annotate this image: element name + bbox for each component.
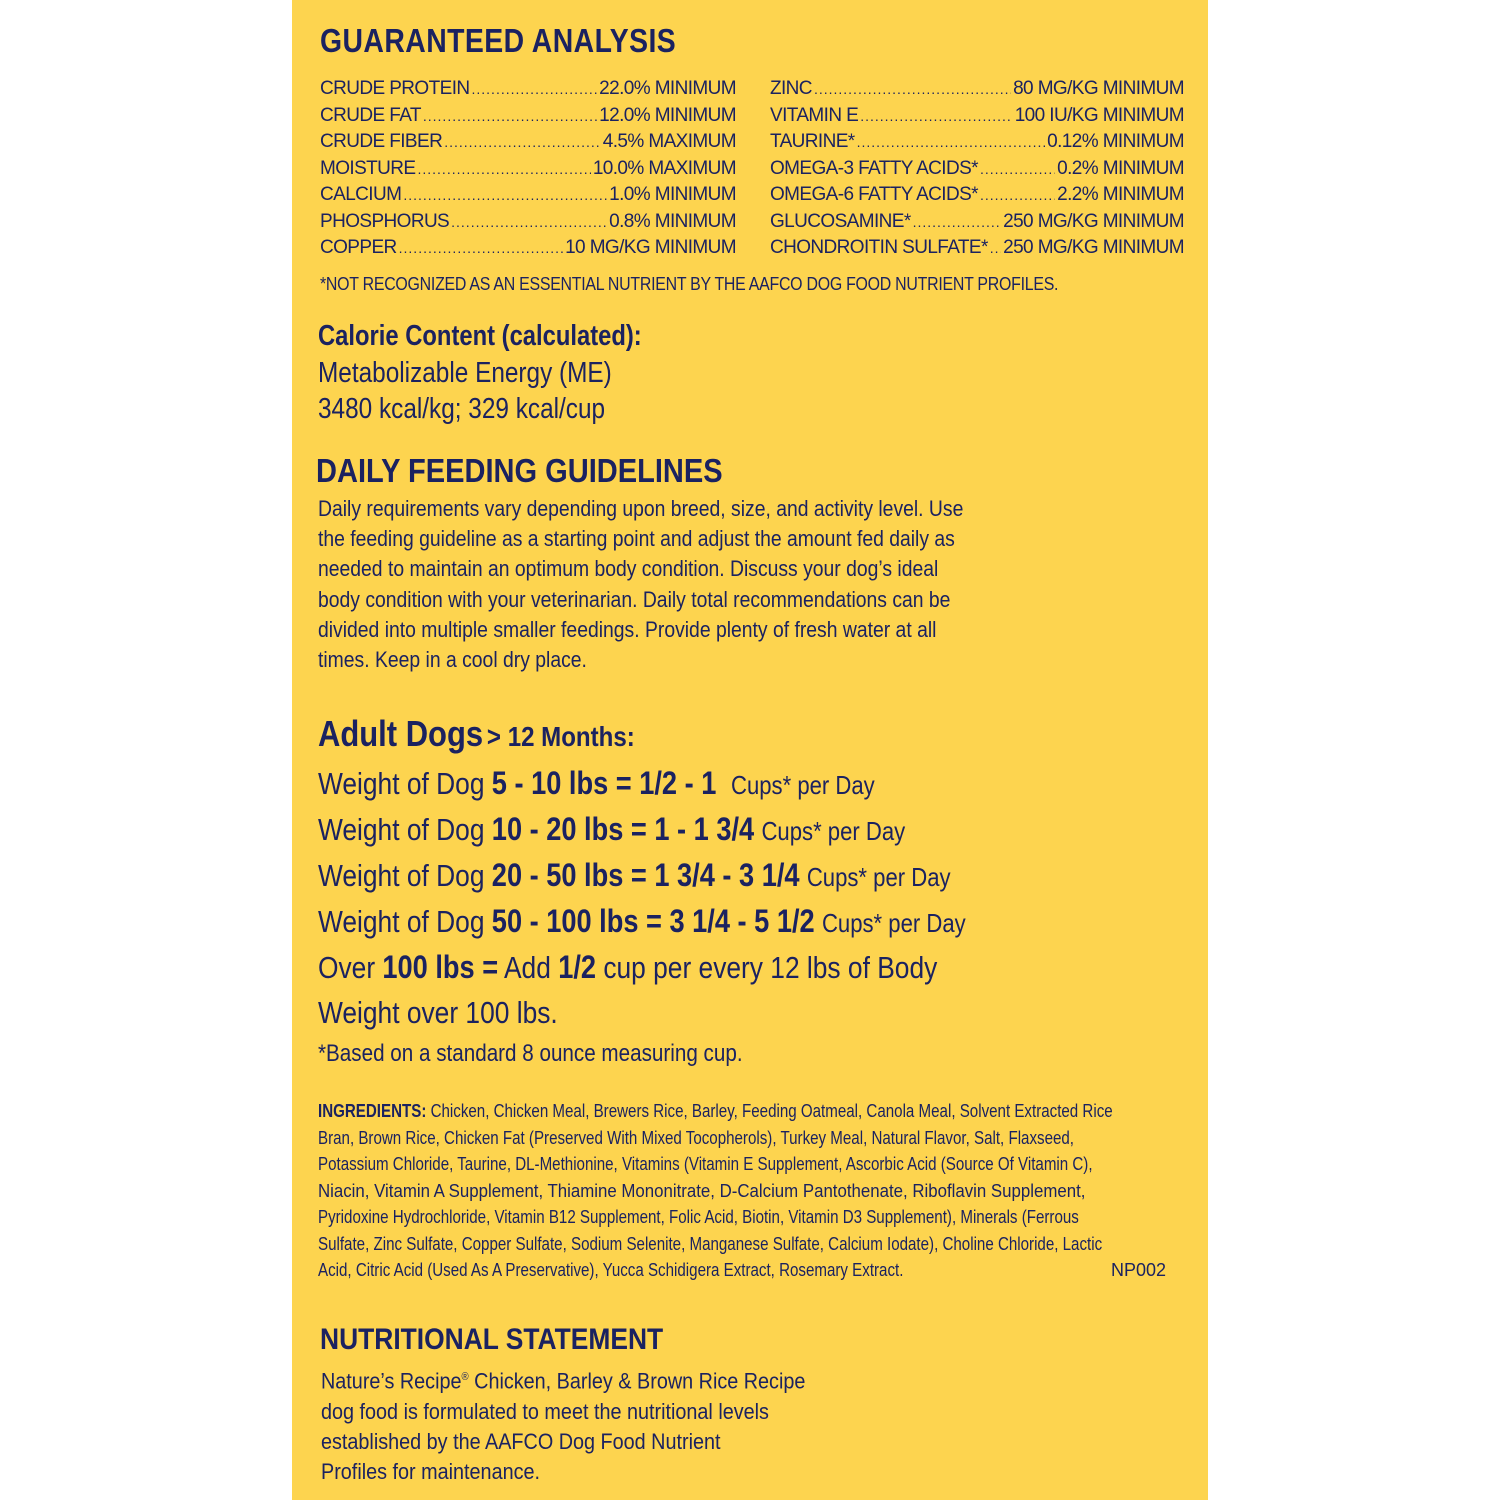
analysis-row <box>770 103 1184 130</box>
analysis-label: PHOSPHORUS <box>320 210 450 232</box>
analysis-row <box>770 156 1184 183</box>
analysis-row <box>320 103 736 130</box>
leader-dots <box>980 182 1055 208</box>
adult-dogs-age: > 12 Months: <box>486 721 635 752</box>
analysis-value: 2.2% MINIMUM <box>1057 184 1184 205</box>
product-code: NP002 <box>1110 1260 1166 1280</box>
analysis-label: ZINC <box>770 78 812 99</box>
calorie-content-line <box>318 393 660 426</box>
leader-dots <box>913 209 1002 235</box>
ingredients-line <box>318 1178 1166 1205</box>
metabolizable-energy-text: Metabolizable Energy (ME) <box>318 357 612 389</box>
adult-dogs-title <box>318 713 686 755</box>
analysis-value: 250 MG/KG MINIMUM <box>1003 237 1184 258</box>
analysis-label: CHONDROITIN SULFATE* <box>770 237 988 258</box>
feeding-row-unit: Cups* per Day <box>761 816 906 846</box>
feeding-row <box>318 857 1062 894</box>
leader-dots <box>403 182 607 208</box>
analysis-label: VITAMIN E <box>770 104 859 126</box>
over-text: Add <box>498 950 559 985</box>
analysis-row <box>320 156 736 183</box>
nutritional-statement-title <box>320 1323 710 1357</box>
feeding-row-prefix: Weight of Dog <box>318 766 492 801</box>
daily-feeding-line: divided into multiple smaller feedings. Provide plenty of fresh water at all <box>318 616 937 642</box>
feeding-row <box>318 765 973 802</box>
over-amount: 1/2 <box>558 949 597 985</box>
feeding-row-amount: 5 - 10 lbs = 1/2 - 1 <box>491 765 717 801</box>
leader-dots <box>857 129 1046 155</box>
analysis-label: MOISTURE <box>320 157 416 179</box>
ingredients-text: Potassium Chloride, Taurine, DL-Methionine, Vitamins (Vitamin E Supplement, Ascorbic Acid (Source Of Vitamin C), <box>318 1154 1093 1174</box>
daily-feeding-line: body condition with your veterinarian. Daily total recommendations can be <box>318 586 951 612</box>
measuring-cup-footnote <box>318 1040 812 1068</box>
registered-mark-icon: ® <box>461 1371 469 1383</box>
feeding-row <box>318 811 1009 848</box>
ingredients-line <box>318 1204 1166 1231</box>
over-text: Weight over 100 lbs. <box>318 995 558 1030</box>
analysis-label: CRUDE PROTEIN <box>320 78 470 99</box>
ingredients-label: INGREDIENTS: <box>318 1101 427 1121</box>
feeding-row-amount: 50 - 100 lbs = 3 1/4 - 5 1/2 <box>491 903 815 939</box>
leader-dots <box>417 156 590 182</box>
adult-dogs-label: Adult Dogs <box>318 713 484 754</box>
analysis-label: CALCIUM <box>320 184 402 205</box>
over-text: cup per every 12 lbs of Body <box>596 950 938 985</box>
analysis-value: 10.0% MAXIMUM <box>592 157 736 179</box>
nutrition-label-panel <box>292 0 1208 1500</box>
feeding-row-prefix: Weight of Dog <box>318 904 492 939</box>
leader-dots <box>980 156 1055 182</box>
daily-feeding-line: times. Keep in a cool dry place. <box>318 647 587 673</box>
ingredients-line <box>318 1151 1166 1178</box>
ingredients-text: Bran, Brown Rice, Chicken Fat (Preserved With Mixed Tocopherols), Turkey Meal, Natural Flavor, Salt, Flaxseed, <box>318 1127 1075 1148</box>
daily-feeding-line: needed to maintain an optimum body condition. Discuss your dog’s ideal <box>318 556 939 582</box>
analysis-value: 80 MG/KG MINIMUM <box>1013 78 1184 99</box>
guaranteed-analysis-left-column <box>320 76 736 262</box>
feeding-row-unit: Cups* per Day <box>806 862 951 892</box>
calorie-values-text: 3480 kcal/kg; 329 kcal/cup <box>318 393 606 425</box>
analysis-label: GLUCOSAMINE* <box>770 210 911 232</box>
analysis-value: 0.2% MINIMUM <box>1057 157 1184 179</box>
guaranteed-analysis-title <box>320 22 734 60</box>
leader-dots <box>399 235 563 261</box>
leader-dots <box>814 76 1011 102</box>
ingredients-line <box>318 1125 1166 1152</box>
leader-dots <box>423 103 597 129</box>
over-weight: 100 lbs = <box>382 949 499 985</box>
analysis-row <box>770 235 1184 262</box>
calorie-content-line <box>318 357 668 390</box>
nutritional-statement-line: established by the AAFCO Dog Food Nutrient <box>321 1428 721 1454</box>
leader-dots <box>990 235 1001 261</box>
nutritional-statement-line: Profiles for maintenance. <box>321 1459 541 1485</box>
aafco-footnote <box>320 273 1178 295</box>
analysis-row <box>320 129 736 156</box>
analysis-value: 4.5% MAXIMUM <box>602 131 736 152</box>
nutritional-statement-line: dog food is formulated to meet the nutritional levels <box>321 1398 769 1424</box>
analysis-value: 0.12% MINIMUM <box>1047 131 1184 152</box>
daily-feeding-title-text: DAILY FEEDING GUIDELINES <box>316 452 723 489</box>
feeding-row-over-100-continued <box>318 995 600 1031</box>
feeding-row-unit: Cups* per Day <box>730 770 875 800</box>
ingredients-text: Sulfate, Zinc Sulfate, Copper Sulfate, Sodium Selenite, Manganese Sulfate, Calcium Iodate), Choline Chloride, Lactic <box>318 1233 1103 1254</box>
analysis-row <box>320 76 736 103</box>
analysis-label: CRUDE FIBER <box>320 131 443 152</box>
feeding-row-amount: 20 - 50 lbs = 1 3/4 - 3 1/4 <box>491 857 800 893</box>
ingredients-line <box>318 1231 1166 1258</box>
analysis-value: 0.8% MINIMUM <box>609 210 736 232</box>
analysis-value: 12.0% MINIMUM <box>599 104 736 126</box>
ingredients-text: Niacin, Vitamin A Supplement, Thiamine Mononitrate, D-Calcium Pantothenate, Riboflavin Supplement, <box>318 1180 1086 1201</box>
leader-dots <box>451 209 607 235</box>
analysis-row <box>770 209 1184 236</box>
feeding-row-unit: Cups* per Day <box>821 908 966 938</box>
ingredients-block <box>318 1098 1166 1284</box>
analysis-label: OMEGA-6 FATTY ACIDS* <box>770 184 978 205</box>
daily-feeding-body <box>318 494 1218 675</box>
feeding-row <box>318 903 1080 940</box>
analysis-value: 10 MG/KG MINIMUM <box>565 237 736 258</box>
analysis-label: OMEGA-3 FATTY ACIDS* <box>770 157 978 179</box>
ingredients-text: Pyridoxine Hydrochloride, Vitamin B12 Supplement, Folic Acid, Biotin, Vitamin D3 Supplement), Minerals (Ferrous <box>318 1207 1079 1227</box>
analysis-row <box>770 129 1184 156</box>
analysis-label: COPPER <box>320 237 397 258</box>
analysis-value: 100 IU/KG MINIMUM <box>1014 104 1184 126</box>
guaranteed-analysis-right-column <box>770 76 1184 262</box>
brand-name: Nature’s Recipe <box>321 1368 462 1394</box>
feeding-row-prefix: Weight of Dog <box>318 858 492 893</box>
feeding-row-prefix: Weight of Dog <box>318 812 492 847</box>
analysis-label: CRUDE FAT <box>320 104 421 126</box>
leader-dots <box>860 103 1013 129</box>
nutritional-statement-body <box>321 1362 871 1487</box>
leader-dots <box>472 76 598 102</box>
measuring-cup-footnote-text: *Based on a standard 8 ounce measuring cup. <box>318 1040 743 1067</box>
daily-feeding-line: Daily requirements vary depending upon breed, size, and activity level. Use <box>318 496 964 521</box>
analysis-row <box>320 209 736 236</box>
ingredients-line <box>318 1257 1166 1284</box>
over-text: Over <box>318 950 383 985</box>
daily-feeding-line: the feeding guideline as a starting point and adjust the amount fed daily as <box>318 526 955 552</box>
guaranteed-analysis-title-text: GUARANTEED ANALYSIS <box>320 22 677 59</box>
calorie-content-title-text: Calorie Content (calculated): <box>318 320 642 352</box>
analysis-row <box>320 235 736 262</box>
calorie-content-title <box>318 320 713 353</box>
analysis-row <box>770 182 1184 209</box>
analysis-row <box>320 182 736 209</box>
analysis-value: 1.0% MINIMUM <box>609 184 736 205</box>
nutritional-statement-title-text: NUTRITIONAL STATEMENT <box>320 1323 664 1356</box>
analysis-row <box>770 76 1184 103</box>
product-name: Chicken, Barley & Brown Rice Recipe <box>468 1368 806 1394</box>
feeding-row-over-100 <box>318 949 1047 986</box>
ingredients-line <box>318 1098 1166 1125</box>
leader-dots <box>444 129 601 155</box>
ingredients-text: Acid, Citric Acid (Used As A Preservative), Yucca Schidigera Extract, Rosemary Extract. <box>318 1260 904 1280</box>
feeding-row-amount: 10 - 20 lbs = 1 - 1 3/4 <box>491 811 755 847</box>
nutritional-statement-line <box>321 1362 805 1397</box>
aafco-footnote-text: *NOT RECOGNIZED AS AN ESSENTIAL NUTRIENT BY THE AAFCO DOG FOOD NUTRIENT PROFILES. <box>320 273 1059 294</box>
daily-feeding-title <box>316 452 778 490</box>
analysis-label: TAURINE* <box>770 131 855 152</box>
ingredients-text: Chicken, Chicken Meal, Brewers Rice, Barley, Feeding Oatmeal, Canola Meal, Solvent Extracted Rice <box>426 1101 1113 1121</box>
analysis-value: 250 MG/KG MINIMUM <box>1003 210 1184 232</box>
analysis-value: 22.0% MINIMUM <box>599 78 736 99</box>
